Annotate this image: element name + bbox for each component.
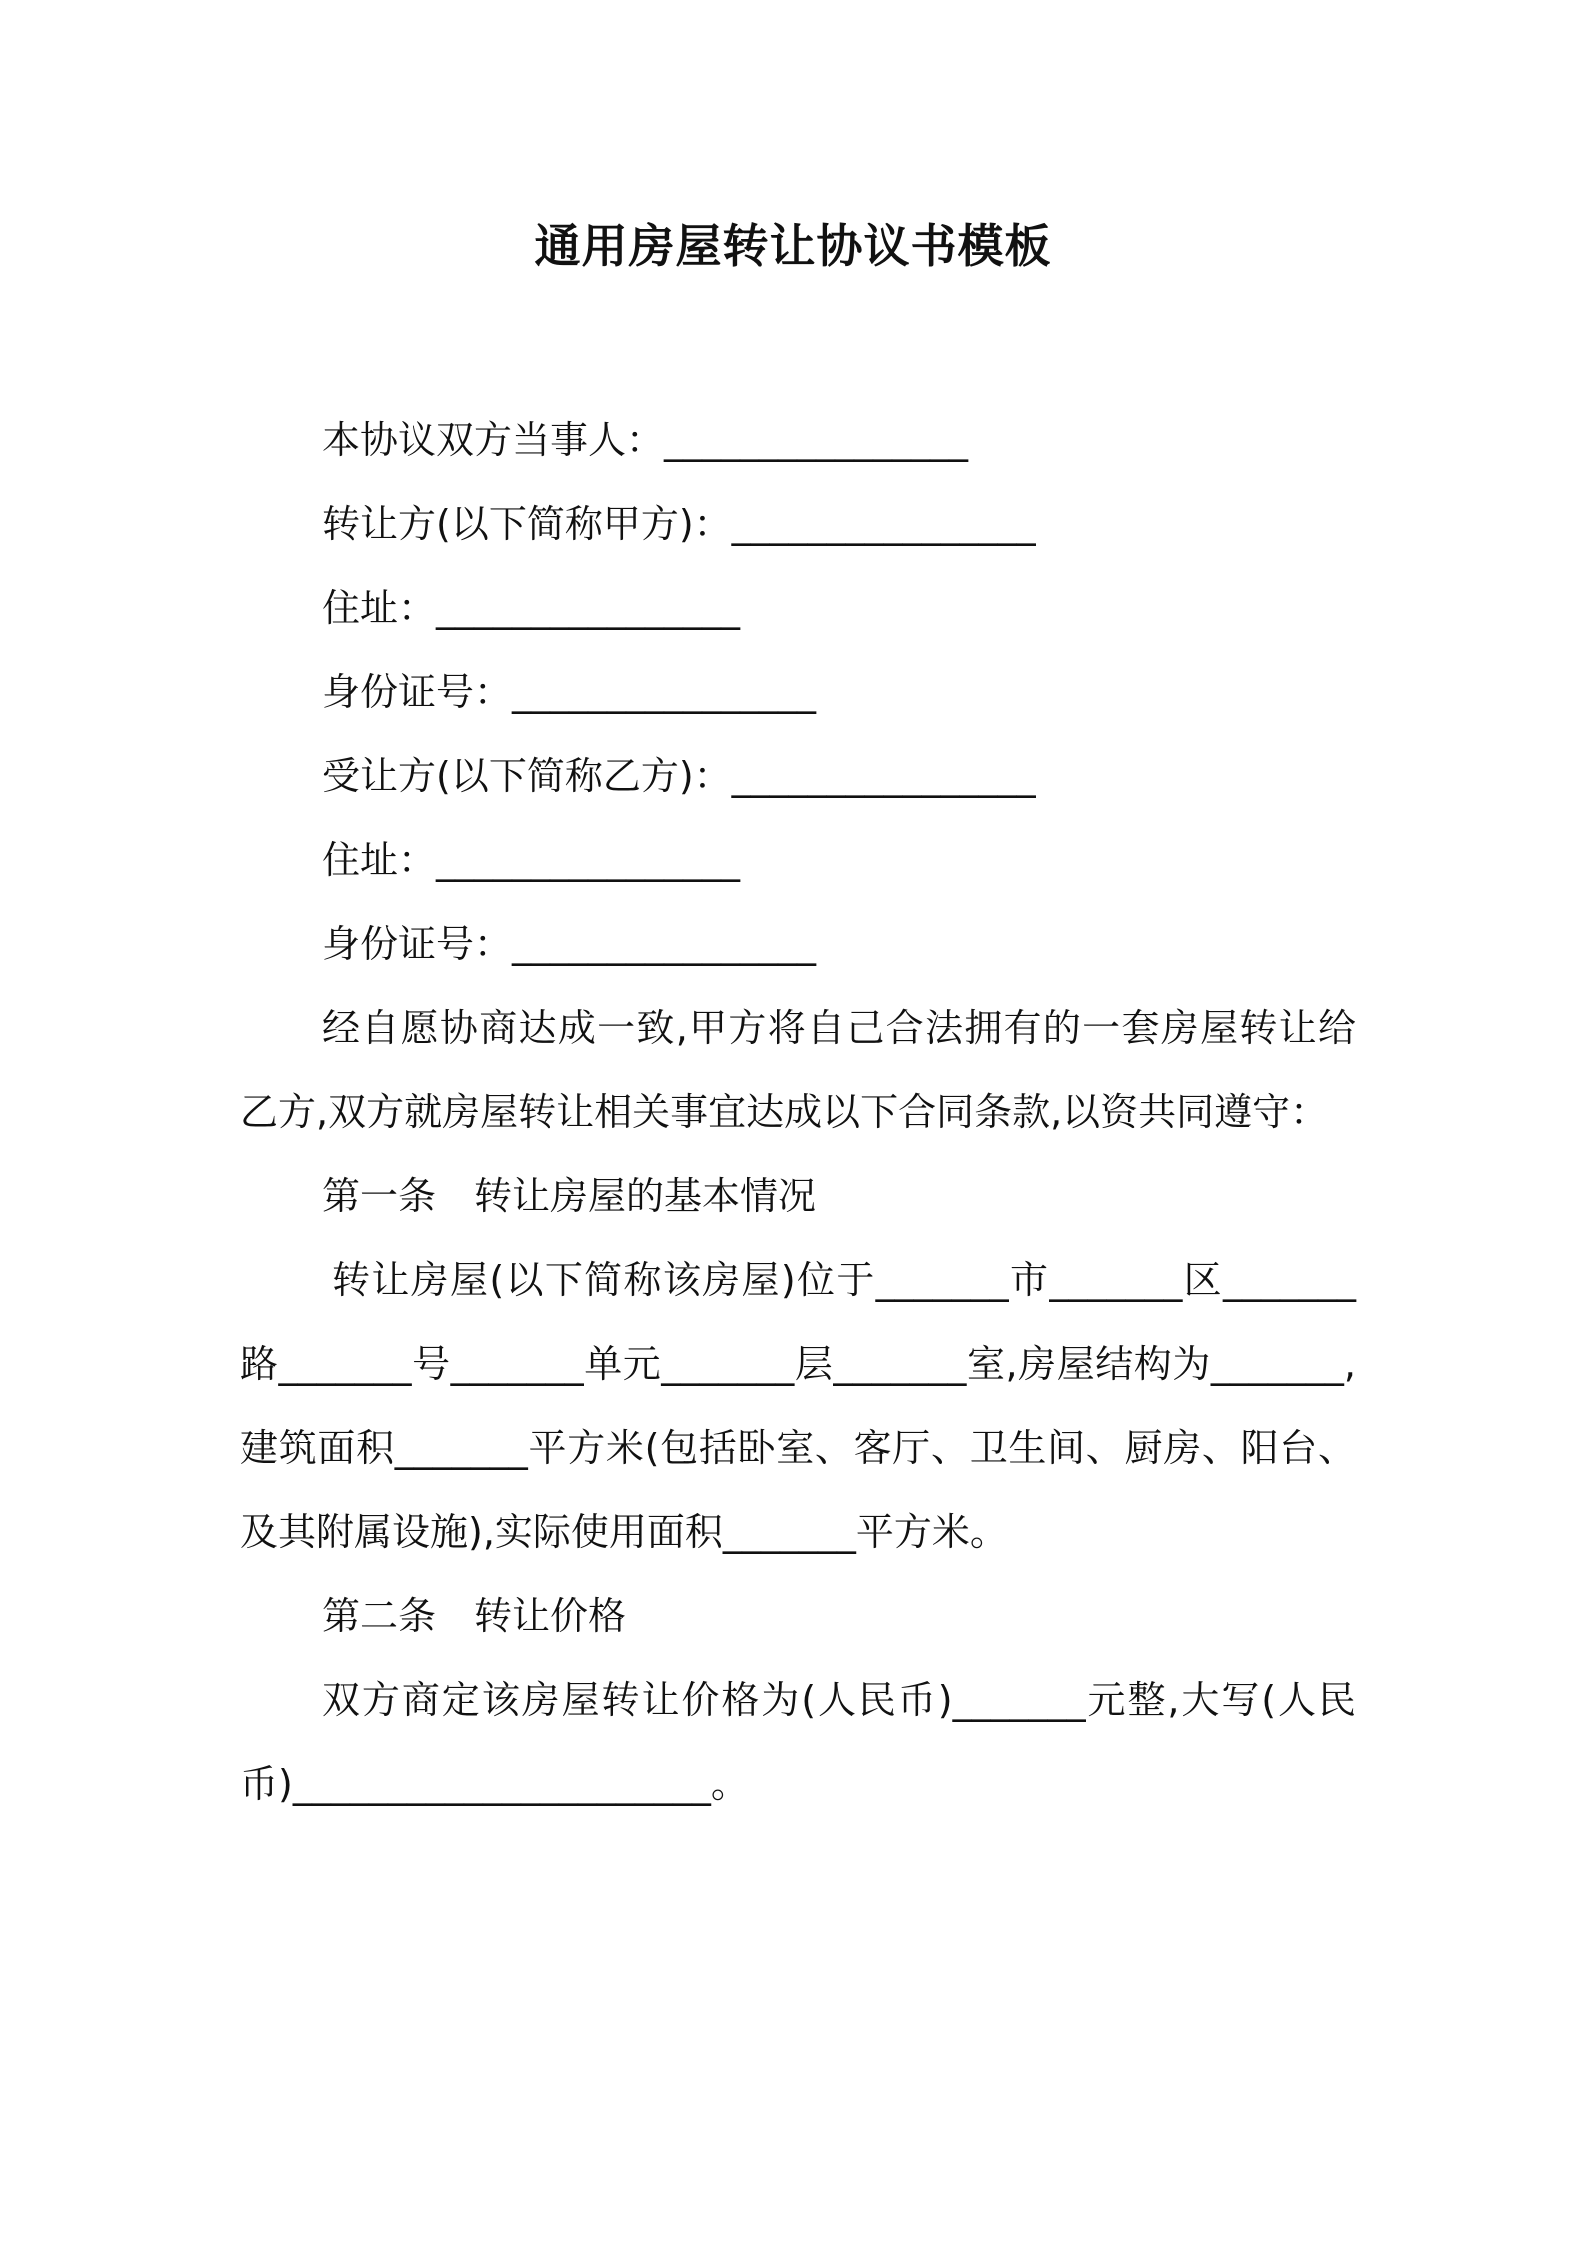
preamble-paragraph: 经自愿协商达成一致,甲方将自己合法拥有的一套房屋转让给乙方,双方就房屋转让相关事宜达成以下合同条款,以资共同遵守：: [240, 1006, 1356, 1134]
article-title: 转让房屋的基本情况: [474, 1174, 817, 1218]
field-label: 住址：: [322, 586, 437, 630]
field-blank: ________________: [436, 838, 741, 882]
field-blank: ________________: [664, 418, 969, 462]
field-blank: ________________: [731, 502, 1036, 546]
field-label: 住址：: [322, 838, 437, 882]
article-1-paragraph: 转让房屋(以下简称该房屋)位于_______市_______区_______路_______号_______单元_______层_______室,房屋结构为_______,建筑面积_______平方米(包括卧室、客厅、卫生间、厨房、阳台、及其附属设施),实际使用面积_______平方米。: [240, 1258, 1356, 1554]
field-transferee-address: [240, 818, 1356, 902]
field-blank: ________________: [731, 754, 1036, 798]
field-label: 受让方(以下简称乙方)：: [322, 754, 732, 798]
field-transferor: [240, 482, 1356, 566]
field-transferee-id: [240, 902, 1356, 986]
article-number: 第二条: [322, 1594, 437, 1638]
article-1-heading: [240, 1154, 1356, 1238]
field-label: 本协议双方当事人：: [322, 418, 665, 462]
field-blank: ________________: [436, 586, 741, 630]
article-2-paragraph: 双方商定该房屋转让价格为(人民币)_______元整,大写(人民币)______________________。: [240, 1678, 1356, 1806]
document-body: [240, 398, 1356, 1826]
field-blank: ________________: [512, 922, 817, 966]
article-title: 转让价格: [474, 1594, 627, 1638]
field-blank: ________________: [512, 670, 817, 714]
field-label: 身份证号：: [322, 670, 513, 714]
field-label: 身份证号：: [322, 922, 513, 966]
field-parties: [240, 398, 1356, 482]
field-label: 转让方(以下简称甲方)：: [322, 502, 732, 546]
field-transferor-address: [240, 566, 1356, 650]
article-number: 第一条: [322, 1174, 437, 1218]
article-2-heading: [240, 1574, 1356, 1658]
field-transferor-id: [240, 650, 1356, 734]
document-title: 通用房屋转让协议书模板: [534, 219, 1052, 273]
field-transferee: [240, 734, 1356, 818]
